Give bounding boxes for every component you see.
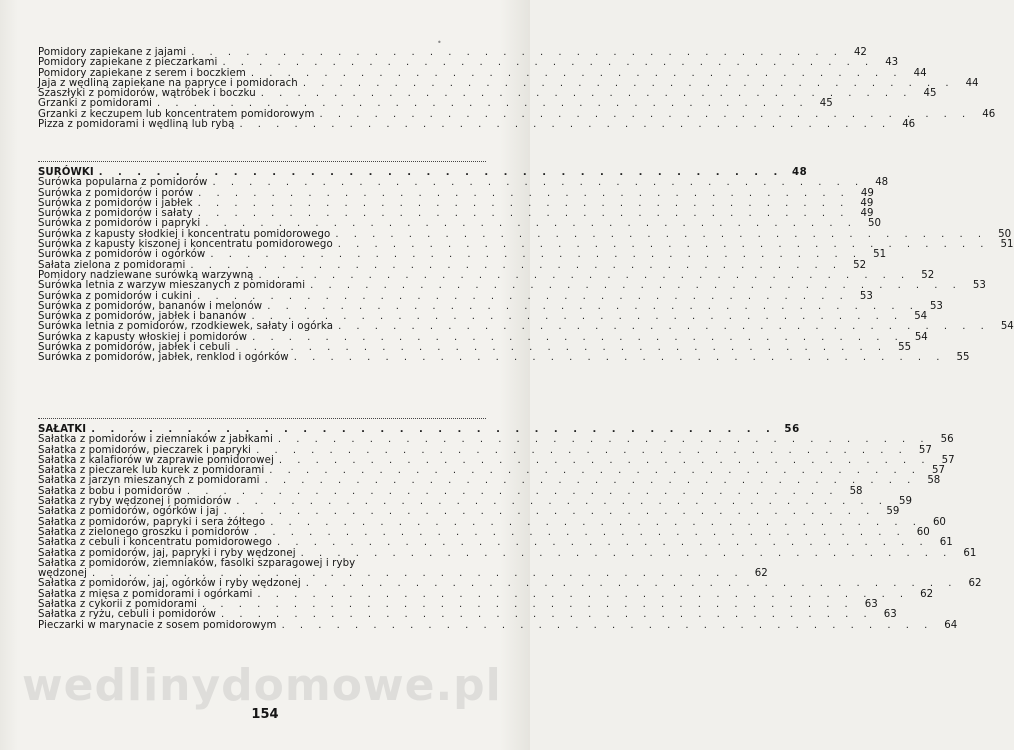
dot-leader: . . . . . . . . . . . . . . . . . . . . . . . . . . . . . . . . . . . . (277, 537, 929, 549)
entry-title: Sałatka z pomidorów, jaj, ogórków i ryby wędzonej (38, 578, 301, 590)
entry-page-number: 51 (873, 249, 887, 261)
section-divider (38, 161, 486, 162)
dot-leader: . . . . . . . . . . . . . . . . . . . . . . . . . . . . . . . . . . . . (278, 454, 931, 466)
dot-leader: . . . . . . . . . . . . . . . . . . . . . . . . . . . . . . . . . . . . (281, 619, 934, 631)
entry-title: Pomidory zapiekane z pieczarkami (38, 57, 218, 69)
toc-section-surowki (38, 167, 1014, 364)
entry-page-number: 58 (849, 485, 863, 497)
entry-title: Surówka z pomidorów i jabłek (38, 197, 193, 209)
dot-leader: . . . . . . . . . . . . . . . . . . . . . . . . . . . . . . . . . . . . (305, 578, 958, 590)
entry-title: Sałatka z ryby wędzonej i pomidorów (38, 496, 232, 508)
entry-page-number: 61 (963, 547, 977, 559)
dot-leader: . . . . . . . . . . . . . . . . . . . . . . . . . . . . . . . . . . . . (267, 300, 919, 312)
dot-leader: . . . . . . . . . . . . . . . . . . . . . . . . . . . . . . . . . . . . (264, 475, 917, 487)
entry-title: Surówka z pomidorów, jabłek i bananów (38, 311, 247, 323)
dot-leader: . . . . . . . . . . . . . . . . . . . . . . . . . . . . . . . . . . . . (91, 424, 776, 435)
dot-leader: . . . . . . . . . . . . . . . . . . . . . . . . . . . . . . . . . . . . (300, 547, 953, 559)
entry-page-number: 64 (944, 619, 958, 631)
entry-page-number: 46 (982, 108, 996, 120)
dot-leader: . . . . . . . . . . . . . . . . . . . . . . . . . . . . . . . . . . . . (270, 516, 922, 528)
entry-title: Surówka z kapusty słodkiej i koncentratu pomidorowego (38, 228, 331, 240)
entry-page-number: 61 (939, 537, 953, 549)
entry-title: Surówka z pomidorów, bananów i melonów (38, 300, 263, 312)
dot-leader: . . . . . . . . . . . . . . . . . . . . . . . . . . . . . . . . . . . . (236, 496, 888, 508)
entry-title: Surówka z kapusty włoskiej i pomidorów (38, 331, 248, 343)
dot-leader: . . . . . . . . . . . . . . . . . . . . . . . . . . . . . . . . . . . . (293, 352, 946, 364)
entry-page-number: 60 (932, 516, 946, 528)
dot-leader: . . . . . . . . . . . . . . . . . . . . . . . . . . . . . . . . . . . . (277, 434, 930, 446)
dot-leader: . . . . . . . . . . . . . . . . . . . . . . . . . . . . . . . . . . . . (210, 249, 863, 261)
entry-title: Surówka z pomidorów i sałaty (38, 208, 193, 220)
dot-leader: . . . . . . . . . . . . . . . . . . . . . . . . . . . . . . . . . . . . (186, 485, 839, 497)
entry-page-number: 56 (784, 424, 800, 435)
entry-title: Pomidory zapiekane z jajami (38, 47, 187, 58)
dot-leader: . . . . . . . . . . . . . . . . . . . . . . . . . . . . . . . . . . . . (251, 311, 904, 323)
entry-page-number: 48 (875, 177, 889, 189)
entry-page-number: 49 (860, 187, 874, 199)
dot-leader: . . . . . . . . . . . . . . . . . . . . . . . . . . . . . . . . . . . . (257, 588, 910, 600)
entry-page-number: 48 (791, 167, 808, 178)
toc-section-salatki (38, 424, 982, 631)
entry-title: Sałatka z pomidorów i ziemniaków z jabłkami (38, 434, 273, 446)
entry-title: Surówka popularna z pomidorów (38, 177, 208, 189)
toc-entry (38, 619, 958, 631)
dot-leader: . . . . . . . . . . . . . . . . . . . . . . . . . . . . . . . . . . . . (205, 218, 857, 230)
dot-leader: . . . . . . . . . . . . . . . . . . . . . . . . . . . . . . . . . . . . (338, 321, 990, 333)
toc-section-baking (38, 47, 996, 131)
dot-leader: . . . . . . . . . . . . . . . . . . . . . . . . . . . . . . . . . . . . (310, 280, 962, 292)
entry-title: Surówka letnia z pomidorów, rzodkiewek, sałaty i ogórka (38, 321, 334, 333)
entry-page-number: 50 (998, 228, 1012, 240)
entry-title: Sałatka z cykorii z pomidorami (38, 599, 198, 611)
entry-page-number: 54 (914, 311, 928, 323)
dot-leader: . . . . . . . . . . . . . . . . . . . . . . . . . . . . . . . . . . . . (335, 228, 988, 240)
dot-leader: . . . . . . . . . . . . . . . . . . . . . . . . . . . . . . . . . . . . (269, 465, 921, 477)
entry-title: Surówka z pomidorów, jabłek, renklod i ogórków (38, 352, 289, 364)
section-heading: SAŁATKI (38, 424, 87, 435)
dot-leader: . . . . . . . . . . . . . . . . . . . . . . . . . . . . . . . . . . . . (220, 609, 873, 621)
dot-leader: . . . . . . . . . . . . . . . . . . . . . . . . . . . . . . . . . . . . (223, 506, 876, 518)
entry-page-number: 63 (883, 609, 897, 621)
entry-page-number: 53 (859, 290, 873, 302)
entry-page-number: 58 (927, 475, 941, 487)
entry-page-number: 52 (853, 259, 867, 271)
entry-title: Grzanki z keczupem lub koncentratem pomidorowym (38, 108, 315, 120)
dot-leader: . . . . . . . . . . . . . . . . . . . . . . . . . . . . . . . . . . . . (190, 259, 843, 271)
entry-page-number: 44 (913, 67, 927, 79)
entry-page-number: 55 (898, 342, 912, 354)
entry-title: Surówka z pomidorów i ogórków (38, 249, 206, 261)
entry-title: Sałatka z pomidorów, pieczarek i papryki (38, 444, 252, 456)
watermark: wedlinydomowe.pl (22, 660, 502, 711)
dot-leader: . . . . . . . . . . . . . . . . . . . . . . . . . . . . . . . . . . . . (157, 98, 809, 110)
entry-page-number: 50 (868, 218, 881, 230)
section-heading: SURÓWKI (38, 167, 94, 178)
entry-page-number: 45 (819, 98, 833, 110)
dot-leader: . . . . . . . . . . . . . . . . . . . . . . . . . . . . . . . . . . . . (197, 290, 849, 302)
dot-leader: . . . . . . . . . . . . . . . . . . . . . . . . . . . . . . . . . . . . (250, 67, 903, 79)
entry-page-number: 62 (968, 578, 982, 590)
entry-page-number: 44 (965, 77, 979, 89)
dot-leader: . . . . . . . . . . . . . . . . . . . . . . . . . . . . . . . . . . . . (235, 342, 888, 354)
dot-leader: . . . . . . . . . . . . . . . . . . . . . . . . . . . . . . . . . . . . (254, 526, 906, 538)
entry-title: Szaszłyki z pomidorów, wątróbek i boczku (38, 88, 256, 100)
toc-entry (38, 119, 916, 131)
entry-page-number: 55 (956, 352, 970, 364)
entry-title: Pizza z pomidorami i wędliną lub rybą (38, 119, 235, 131)
entry-title: Sałatka z pomidorów, ziemniaków, fasolki szparagowej i ryby (38, 557, 356, 569)
entry-page-number: 59 (886, 506, 900, 518)
entry-title: Sałatka z pomidorów, papryki i sera żółtego (38, 516, 266, 528)
entry-title: Sałatka z ryżu, cebuli i pomidorów (38, 609, 216, 621)
entry-title: Pomidory nadziewane surówką warzywną (38, 269, 254, 281)
toc-entry (38, 352, 970, 364)
entry-title: Pieczarki w marynacie z sosem pomidorowym (38, 619, 277, 631)
entry-title: Sałatka z zielonego groszku i pomidorów (38, 526, 250, 538)
dot-leader: . . . . . . . . . . . . . . . . . . . . . . . . . . . . . . . . . . . . (252, 331, 904, 343)
entry-page-number: 59 (899, 496, 912, 508)
entry-title: Jaja z wędliną zapiekane na papryce i pomidorach (38, 77, 298, 89)
page-number: 154 (251, 707, 279, 722)
entry-page-number: 43 (885, 57, 899, 69)
entry-page-number: 42 (853, 47, 867, 58)
entry-title: Sałatka z jarzyn mieszanych z pomidorami (38, 475, 260, 487)
entry-page-number: 54 (914, 331, 928, 343)
dot-leader: . . . . . . . . . . . . . . . . . . . . . . . . . . . . . . . . . . . . (222, 57, 875, 69)
entry-title: wędzonej (38, 568, 88, 580)
dot-leader: . . . . . . . . . . . . . . . . . . . . . . . . . . . . . . . . . . . . (239, 119, 892, 131)
entry-page-number: 52 (921, 269, 935, 281)
entry-title: Surówka z kapusty kiszonej i koncentratu pomidorowego (38, 239, 333, 251)
entry-page-number: 45 (923, 88, 937, 100)
dot-leader: . . . . . . . . . . . . . . . . . . . . . . . . . . . . . . . . . . . . (260, 88, 913, 100)
entry-page-number: 57 (941, 454, 955, 466)
entry-page-number: 49 (860, 197, 874, 209)
entry-title: Surówka z pomidorów i papryki (38, 218, 201, 230)
entry-page-number: 57 (918, 444, 932, 456)
dot-leader: . . . . . . . . . . . . . . . . . . . . . . . . . . . . . . . . . . . . (92, 568, 744, 580)
dot-leader: . . . . . . . . . . . . . . . . . . . . . . . . . . . . . . . . . . . . (258, 269, 911, 281)
dot-leader: . . . . . . . . . . . . . . . . . . . . . . . . . . . . . . . . . . . . (197, 208, 850, 220)
entry-page-number: 63 (864, 599, 878, 611)
entry-page-number: 54 (1000, 321, 1014, 333)
entry-title: Sałata zielona z pomidorami (38, 259, 186, 271)
dot-leader: . . . . . . . . . . . . . . . . . . . . . . . . . . . . . . . . . . . . (191, 47, 843, 58)
entry-page-number: 53 (972, 280, 986, 292)
entry-page-number: 62 (920, 588, 934, 600)
dot-leader: . . . . . . . . . . . . . . . . . . . . . . . . . . . . . . . . . . . . (198, 187, 850, 199)
dot-leader: . . . . . . . . . . . . . . . . . . . . . . . . . . . . . . . . . . . . (197, 197, 850, 209)
entry-page-number: 62 (754, 568, 768, 580)
entry-title: Pomidory zapiekane z serem i boczkiem (38, 67, 246, 79)
entry-page-number: 57 (932, 465, 945, 477)
entry-page-number: 49 (860, 208, 874, 220)
dot-leader: . . . . . . . . . . . . . . . . . . . . . . . . . . . . . . . . . . . . (302, 77, 955, 89)
entry-page-number: 53 (929, 300, 943, 312)
entry-title: Sałatka z kalafiorów w zaprawie pomidorowej (38, 454, 274, 466)
entry-page-number: 51 (1000, 239, 1014, 251)
entry-title: Grzanki z pomidorami (38, 98, 153, 110)
entry-page-number: 56 (940, 434, 954, 446)
dot-leader: . . . . . . . . . . . . . . . . . . . . . . . . . . . . . . . . . . . . (256, 444, 908, 456)
entry-title: Surówka z pomidorów i cukini (38, 290, 193, 302)
entry-title: Sałatka z bobu i pomidorów (38, 485, 182, 497)
entry-title: Surówka letnia z warzyw mieszanych z pomidorami (38, 280, 306, 292)
dot-leader: . . . . . . . . . . . . . . . . . . . . . . . . . . . . . . . . . . . . (202, 599, 854, 611)
dot-leader: . . . . . . . . . . . . . . . . . . . . . . . . . . . . . . . . . . . . (212, 177, 865, 189)
dot-leader: . . . . . . . . . . . . . . . . . . . . . . . . . . . . . . . . . . . . (98, 167, 784, 178)
print-mark: • (437, 38, 442, 47)
entry-title: Sałatka z mięsa z pomidorami i ogórkami (38, 588, 253, 600)
section-divider (38, 418, 486, 419)
entry-title: Surówka z pomidorów, jabłek i cebuli (38, 342, 231, 354)
entry-page-number: 46 (902, 119, 916, 131)
dot-leader: . . . . . . . . . . . . . . . . . . . . . . . . . . . . . . . . . . . . (337, 239, 990, 251)
entry-page-number: 60 (916, 526, 930, 538)
entry-title: Sałatka z cebuli i koncentratu pomidorowego (38, 537, 273, 549)
dot-leader: . . . . . . . . . . . . . . . . . . . . . . . . . . . . . . . . . . . . (319, 108, 972, 120)
entry-title: Sałatka z pieczarek lub kurek z pomidorami (38, 465, 265, 477)
entry-title: Surówka z pomidorów i porów (38, 187, 194, 199)
entry-title: Sałatka z pomidorów, ogórków i jaj (38, 506, 219, 518)
entry-title: Sałatka z pomidorów, jaj, papryki i ryby wędzonej (38, 547, 296, 559)
